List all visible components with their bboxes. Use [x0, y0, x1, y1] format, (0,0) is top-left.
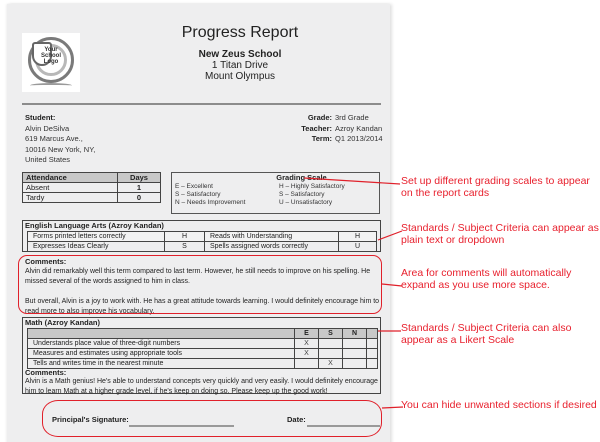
term-label: Term: [311, 134, 332, 143]
likert-cell[interactable]: X [319, 359, 343, 369]
math-section [22, 317, 381, 394]
school-address-1: 1 Titan Drive [211, 60, 269, 71]
grading-scale-item: E – Excellent [175, 183, 213, 190]
header-divider [22, 103, 381, 105]
signature-highlight [42, 400, 382, 437]
ela-section [22, 220, 381, 252]
logo-text-line: School [40, 53, 61, 59]
attendance-days: 0 [118, 193, 161, 203]
math-comments[interactable] [25, 368, 380, 397]
grade-value: 3rd Grade [335, 113, 369, 122]
grading-scale-left [175, 183, 245, 207]
likert-cell[interactable] [295, 359, 319, 369]
likert-cell[interactable] [343, 349, 367, 359]
page-title: Progress Report [181, 24, 299, 41]
teacher-value: Azroy Kandan [335, 123, 383, 133]
comments-paragraph: But overall, Alvin is a joy to work with. He has a great attitude towards learning. I would definitely encourage him to read more to also improve his vocabulary. [25, 298, 380, 315]
days-header: Days [118, 173, 161, 183]
table-row [23, 183, 161, 193]
likert-cell[interactable] [343, 339, 367, 349]
grading-scale-right [279, 183, 345, 207]
annotation-comments-area: Area for comments will automatically expand as you use more space. [401, 267, 572, 291]
principal-signature-label: Principal's Signature: [52, 415, 129, 424]
likert-cell[interactable] [319, 349, 343, 359]
school-address-2: Mount Olympus [204, 71, 276, 82]
student-address-1: 619 Marcus Ave., [25, 134, 83, 143]
likert-cell[interactable] [367, 339, 378, 349]
likert-column: N [343, 329, 367, 339]
criteria-label: Spells assigned words correctly [205, 242, 339, 252]
likert-column: S [319, 329, 343, 339]
table-row [28, 232, 377, 242]
likert-cell[interactable] [319, 339, 343, 349]
date-label: Date: [287, 415, 306, 424]
ela-criteria-table [27, 231, 377, 252]
student-name: Alvin DeSilva [25, 123, 70, 133]
report-meta [255, 113, 383, 145]
attendance-label: Absent [23, 183, 118, 193]
logo-text-line: Your [44, 47, 58, 53]
table-row [28, 359, 378, 369]
math-header: Math (Azroy Kandan) [25, 318, 100, 327]
comments-highlight [18, 255, 382, 314]
likert-cell[interactable] [367, 349, 378, 359]
student-country: United States [25, 155, 71, 164]
grade-label: Grade: [307, 113, 332, 122]
criteria-label: Measures and estimates using appropriate tools [28, 349, 295, 359]
likert-cell[interactable]: X [295, 339, 319, 349]
attendance-header: Attendance [23, 173, 118, 183]
grading-scale-item: U – Unsatisfactory [279, 199, 333, 206]
attendance-label: Tardy [23, 193, 118, 203]
table-row [23, 193, 161, 203]
logo-ribbon-icon [30, 83, 72, 88]
attendance-table [22, 172, 161, 203]
school-logo [22, 33, 80, 92]
logo-text [22, 47, 80, 65]
teacher-label: Teacher: [301, 123, 332, 133]
criteria-header [28, 329, 295, 339]
annotation-hide-sections: You can hide unwanted sections if desired [401, 399, 597, 411]
comments-label: Comments: [25, 368, 67, 377]
grading-scale-box [171, 172, 380, 214]
table-row [28, 242, 377, 252]
likert-column: E [295, 329, 319, 339]
ela-header: English Language Arts (Azroy Kandan) [25, 221, 164, 230]
term-value: Q1 2013/2014 [335, 134, 383, 143]
grading-scale-item: S – Satisfactory [279, 191, 325, 198]
grading-scale-item: H – Highly Satisfactory [279, 183, 345, 190]
likert-cell[interactable] [343, 359, 367, 369]
comments-label: Comments: [25, 257, 67, 266]
criteria-label: Expresses Ideas Clearly [28, 242, 165, 252]
school-name: New Zeus School [198, 49, 282, 60]
criteria-label: Tells and writes time in the nearest minute [28, 359, 295, 369]
annotation-subject-criteria: Standards / Subject Criteria can appear as plain text or dropdown [401, 222, 599, 246]
math-likert-table [27, 328, 378, 369]
criteria-grade[interactable]: S [165, 242, 205, 252]
criteria-grade[interactable]: H [339, 232, 377, 242]
criteria-grade[interactable]: H [165, 232, 205, 242]
attendance-days: 1 [118, 183, 161, 193]
grading-scale-item: N – Needs Improvement [175, 199, 246, 206]
annotation-grading-scales: Set up different grading scales to appear on the report cards [401, 175, 590, 199]
student-info [25, 113, 95, 166]
likert-cell[interactable]: X [295, 349, 319, 359]
table-row [28, 349, 378, 359]
comments-paragraph: Alvin did remarkably well this term compared to last term. However, he still needs to improve on his spelling. He missed several of the words assigned to him in class. [25, 268, 371, 285]
likert-cell[interactable] [367, 359, 378, 369]
logo-text-line: Logo [43, 59, 59, 65]
grading-scale-item: S – Satisfactory [175, 191, 221, 198]
grading-scale-title: Grading Scale [276, 173, 327, 182]
criteria-grade[interactable]: U [339, 242, 377, 252]
school-info [120, 49, 360, 82]
student-address-2: 10016 New York, NY, [25, 144, 96, 154]
criteria-label: Understands place value of three-digit numbers [28, 339, 295, 349]
likert-column [367, 329, 378, 339]
annotation-likert-scale: Standards / Subject Criteria can also appear as a Likert Scale [401, 322, 572, 346]
comments-paragraph: Alvin is a Math genius! He's able to understand concepts very quickly and very easily. I would definitely encourage him to learn Math at a higher grade level, if he's keep on doing so. Please keep up the good work! [25, 378, 378, 395]
student-label: Student: [25, 113, 56, 122]
criteria-label: Forms printed letters correctly [28, 232, 165, 242]
table-row [28, 339, 378, 349]
criteria-label: Reads with Understanding [205, 232, 339, 242]
